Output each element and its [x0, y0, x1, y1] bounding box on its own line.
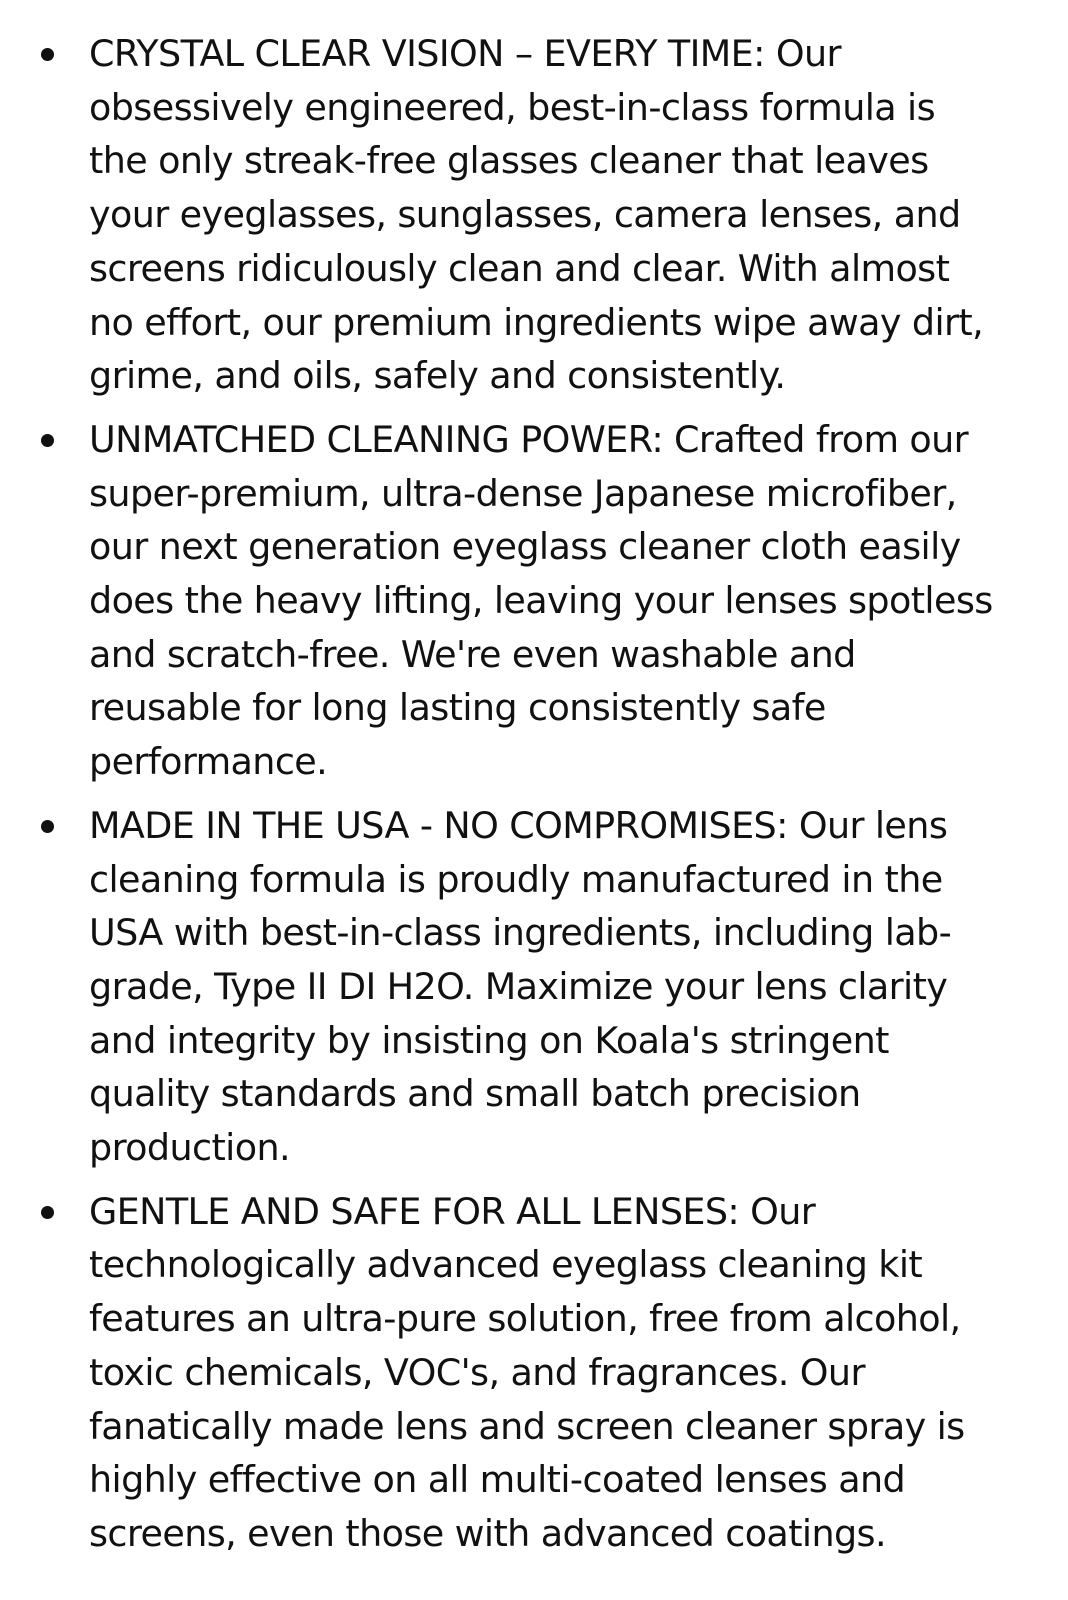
- feature-item-crystal-clear-vision: [89, 27, 1020, 403]
- bullet-dot-icon: [41, 48, 54, 61]
- feature-item-unmatched-cleaning-power: [89, 413, 1020, 789]
- feature-text: GENTLE AND SAFE FOR ALL LENSES: Our technologically advanced eyeglass cleaning kit features an ultra-pure solution, free from alcohol, toxic chemicals, VOC's, and fragrances. Our fanatically made lens and screen cleaner spray is highly effective on all multi-coated lenses and screens, even those with advanced coatings.: [89, 1189, 965, 1555]
- feature-text: MADE IN THE USA - NO COMPROMISES: Our lens cleaning formula is proudly manufactured in the USA with best-in-class ingredients, including lab- grade, Type II DI H2O. Maximize your lens clarity and integrity by insisting on Koala's stringent quality standards and small batch precision production.: [89, 803, 952, 1170]
- feature-text: CRYSTAL CLEAR VISION – EVERY TIME: Our obsessively engineered, best-in-class formula is the only streak-free glasses cleaner that leaves your eyeglasses, sunglasses, camera lenses, and screens ridiculously clean and clear. With almost no effort, our premium ingredients wipe away dirt, grime, and oils, safely and consistently.: [89, 32, 984, 398]
- bullet-dot-icon: [41, 820, 54, 833]
- feature-item-gentle-and-safe: [89, 1185, 1020, 1561]
- feature-item-made-in-usa: [89, 799, 1020, 1175]
- feature-text: UNMATCHED CLEANING POWER: Crafted from our super-premium, ultra-dense Japanese microfiber, our next generation eyeglass cleaner cloth easily does the heavy lifting, leaving your lenses spotless and scratch-free. We're even washable and reusable for long lasting consistently safe performance.: [89, 417, 993, 784]
- bullet-dot-icon: [41, 1206, 54, 1219]
- bullet-dot-icon: [41, 434, 54, 447]
